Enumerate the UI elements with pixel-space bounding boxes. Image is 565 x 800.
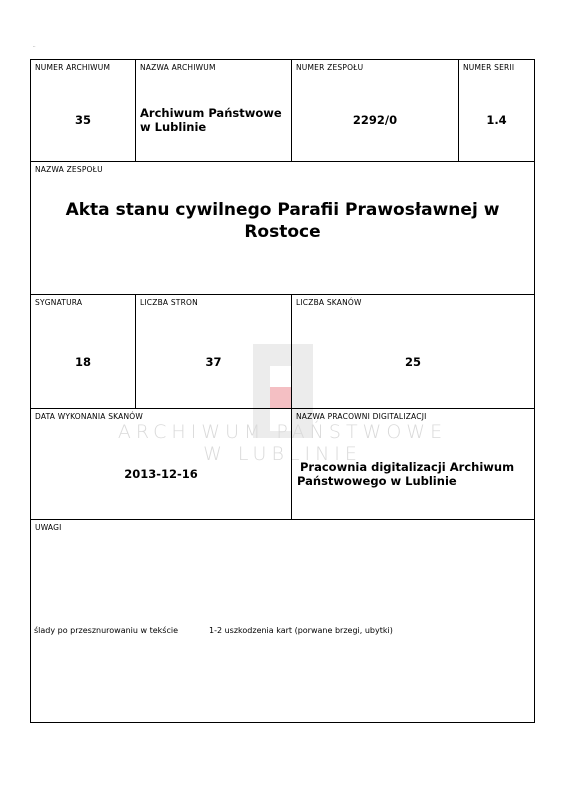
label-numer-zespolu: NUMER ZESPOŁU bbox=[296, 63, 364, 72]
cell-sygnatura bbox=[30, 294, 136, 409]
value-numer-archiwum: 35 bbox=[74, 113, 91, 127]
value-sygnatura: 18 bbox=[74, 355, 91, 369]
cell-data-wykonania bbox=[30, 408, 292, 520]
value-pracownia-line2: Państwowego w Lublinie bbox=[297, 474, 457, 488]
value-numer-zespolu: 2292/0 bbox=[352, 113, 398, 127]
value-nazwa-zespolu-line2: Rostoce bbox=[244, 222, 321, 242]
value-numer-serii: 1.4 bbox=[486, 113, 507, 127]
label-nazwa-archiwum: NAZWA ARCHIWUM bbox=[140, 63, 216, 72]
value-data-wykonania: 2013-12-16 bbox=[124, 467, 198, 481]
cell-uwagi bbox=[30, 519, 535, 723]
label-pracownia: NAZWA PRACOWNI DIGITALIZACJI bbox=[296, 412, 427, 421]
label-sygnatura: SYGNATURA bbox=[35, 298, 83, 307]
cell-nazwa-zespolu bbox=[30, 161, 535, 295]
cell-numer-archiwum bbox=[30, 59, 136, 162]
cell-nazwa-archiwum bbox=[135, 59, 292, 162]
label-numer-archiwum: NUMER ARCHIWUM bbox=[35, 63, 111, 72]
label-liczba-skanow: LICZBA SKANÓW bbox=[296, 298, 362, 307]
value-nazwa-zespolu-line1: Akta stanu cywilnego Parafii Prawosławnej w bbox=[65, 200, 500, 220]
note-przesznurowanie: ślady po przesznurowaniu w tekście bbox=[34, 626, 179, 635]
label-liczba-stron: LICZBA STRON bbox=[140, 298, 198, 307]
watermark-text-line2: W LUBLINIE bbox=[203, 443, 362, 465]
cell-numer-serii bbox=[458, 59, 535, 162]
label-nazwa-zespolu: NAZWA ZESPOŁU bbox=[35, 165, 103, 174]
value-nazwa-archiwum-line1: Archiwum Państwowe bbox=[140, 106, 282, 120]
cell-liczba-skanow bbox=[291, 294, 535, 409]
cell-pracownia bbox=[291, 408, 535, 520]
label-data-wykonania: DATA WYKONANIA SKANÓW bbox=[35, 412, 143, 421]
value-nazwa-archiwum-line2: w Lublinie bbox=[140, 120, 207, 134]
value-pracownia-line1: Pracownia digitalizacji Archiwum bbox=[300, 460, 515, 474]
value-nazwa-zespolu bbox=[41, 199, 524, 243]
cell-liczba-stron bbox=[135, 294, 292, 409]
label-uwagi: UWAGI bbox=[35, 523, 62, 532]
corner-mark: .. bbox=[33, 43, 36, 48]
label-numer-serii: NUMER SERII bbox=[463, 63, 515, 72]
cell-numer-zespolu bbox=[291, 59, 459, 162]
watermark-text-line1: ARCHIWUM PAŃSTWOWE bbox=[117, 421, 448, 443]
value-liczba-skanow: 25 bbox=[404, 355, 421, 369]
note-uszkodzenia: 1-2 uszkodzenia kart (porwane brzegi, ubytki) bbox=[209, 626, 393, 635]
value-liczba-stron: 37 bbox=[205, 355, 222, 369]
